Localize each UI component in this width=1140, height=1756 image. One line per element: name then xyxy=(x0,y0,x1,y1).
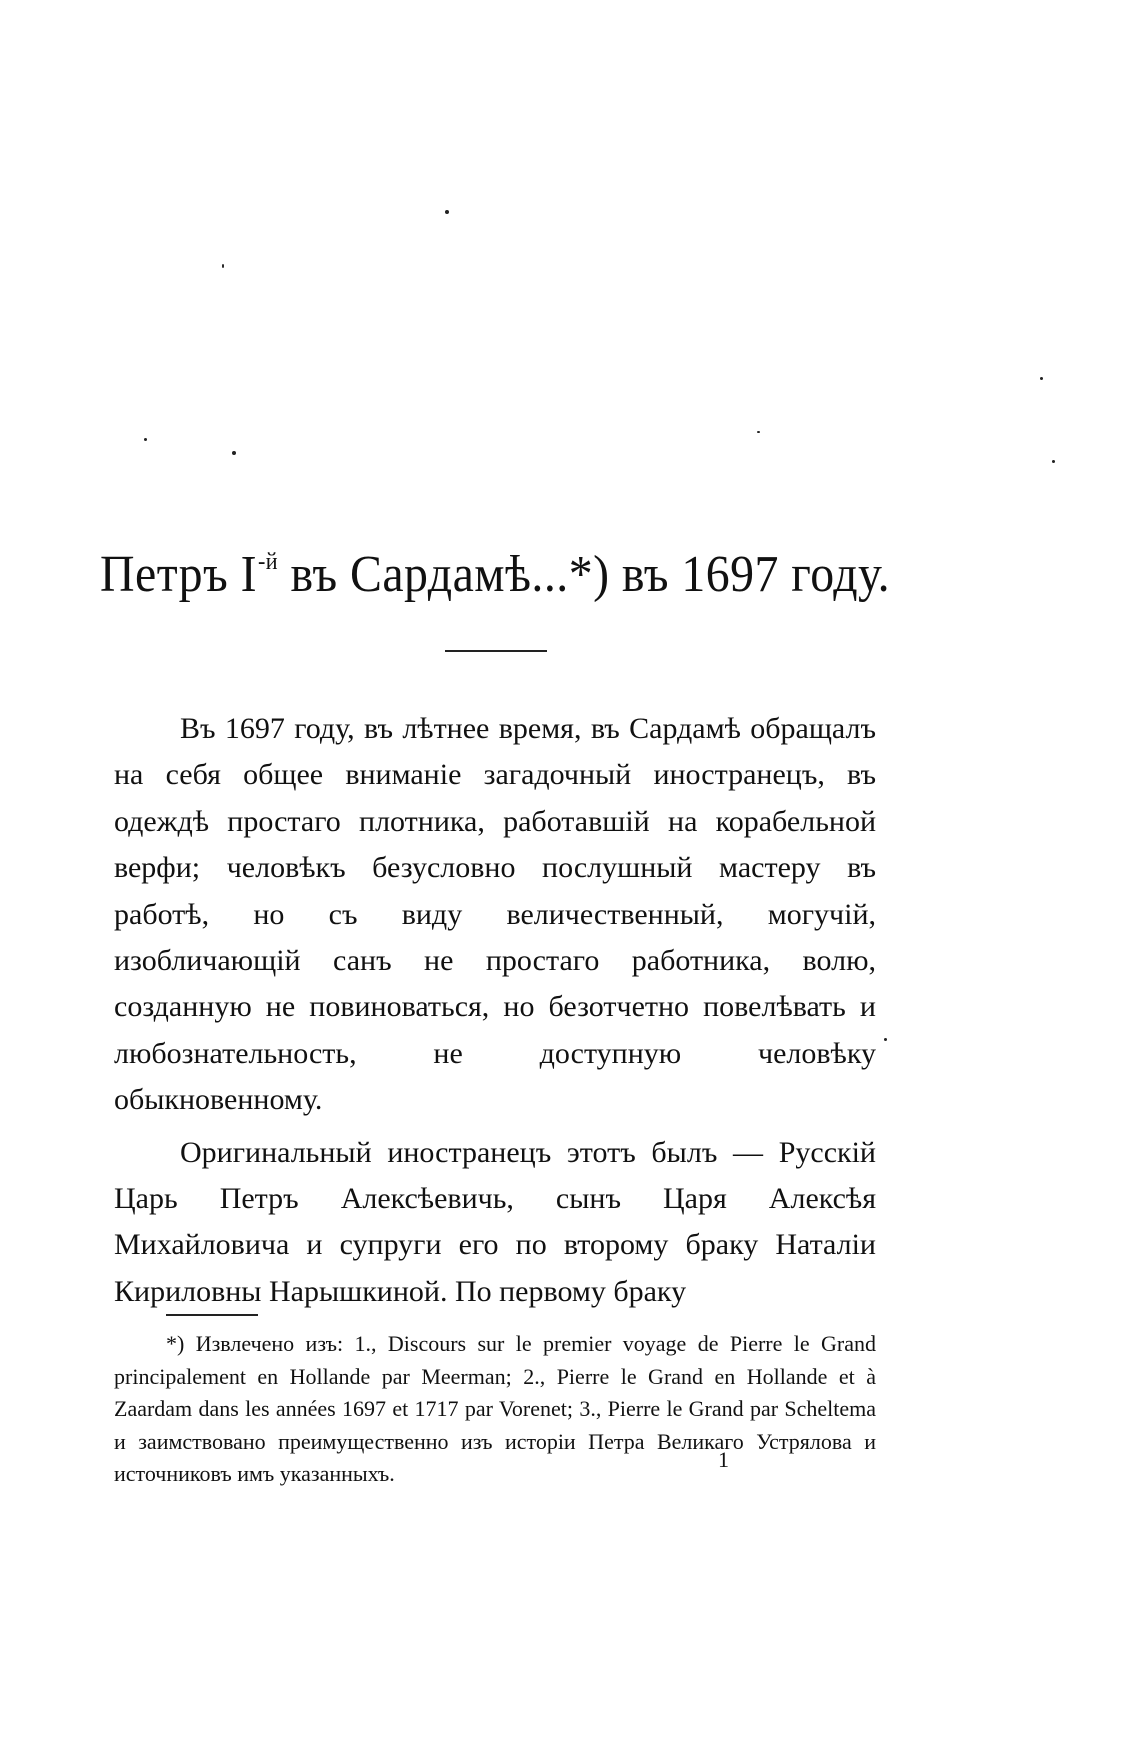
paragraph: Въ 1697 году, въ лѣтнее время, въ Сардамѣ обращалъ на себя общее вниманіе загадочный иностранецъ, въ одеждѣ простаго плотника, работавшій на корабельной верфи; человѣкъ безусловно послушный мастеру въ работѣ, но съ виду величественный, могучій, изобличающій санъ не простаго работника, волю, созданную не повиноваться, но безотчетно повелѣвать и любознательность, не доступную человѣку обыкновенному. xyxy=(114,712,876,1117)
scan-speck xyxy=(1040,377,1043,380)
scan-speck xyxy=(1052,460,1055,463)
footnote xyxy=(114,1328,876,1491)
scan-speck xyxy=(144,438,147,441)
scan-speck xyxy=(222,264,224,268)
scan-speck xyxy=(445,210,449,214)
chapter-title xyxy=(100,545,891,604)
title-divider xyxy=(445,650,547,652)
scan-speck xyxy=(884,1038,887,1041)
chapter-title-rest: въ Сардамѣ...*) въ 1697 году. xyxy=(278,546,891,603)
page-number: 1 xyxy=(718,1447,729,1472)
footnote-text: *) Извлечено изъ: 1., Discours sur le premier voyage de Pierre le Grand principalement en Hollande par Meerman; 2., Pierre le Grand en Hollande et à Zaardam dans les années 1697 et 1717 par Vorenet; 3., Pierre le Grand par Scheltema и заимствовано преимущественно изъ исторіи Петра Великаго Устрялова и источниковъ имъ указанныхъ. xyxy=(114,1331,876,1486)
paragraph: Оригинальный иностранецъ этотъ былъ — Русскій Царь Петръ Алексѣевичь, сынъ Царя Алексѣя Михайловича и супруги его по второму браку Наталіи Кириловны Нарышкиной. По первому браку xyxy=(114,1135,876,1308)
chapter-title-main: Петръ I xyxy=(100,546,258,603)
footnote-divider xyxy=(166,1314,258,1316)
body-text xyxy=(114,706,876,1315)
scan-speck xyxy=(232,451,236,455)
scan-speck xyxy=(757,431,760,433)
chapter-title-superscript: -й xyxy=(257,549,279,575)
